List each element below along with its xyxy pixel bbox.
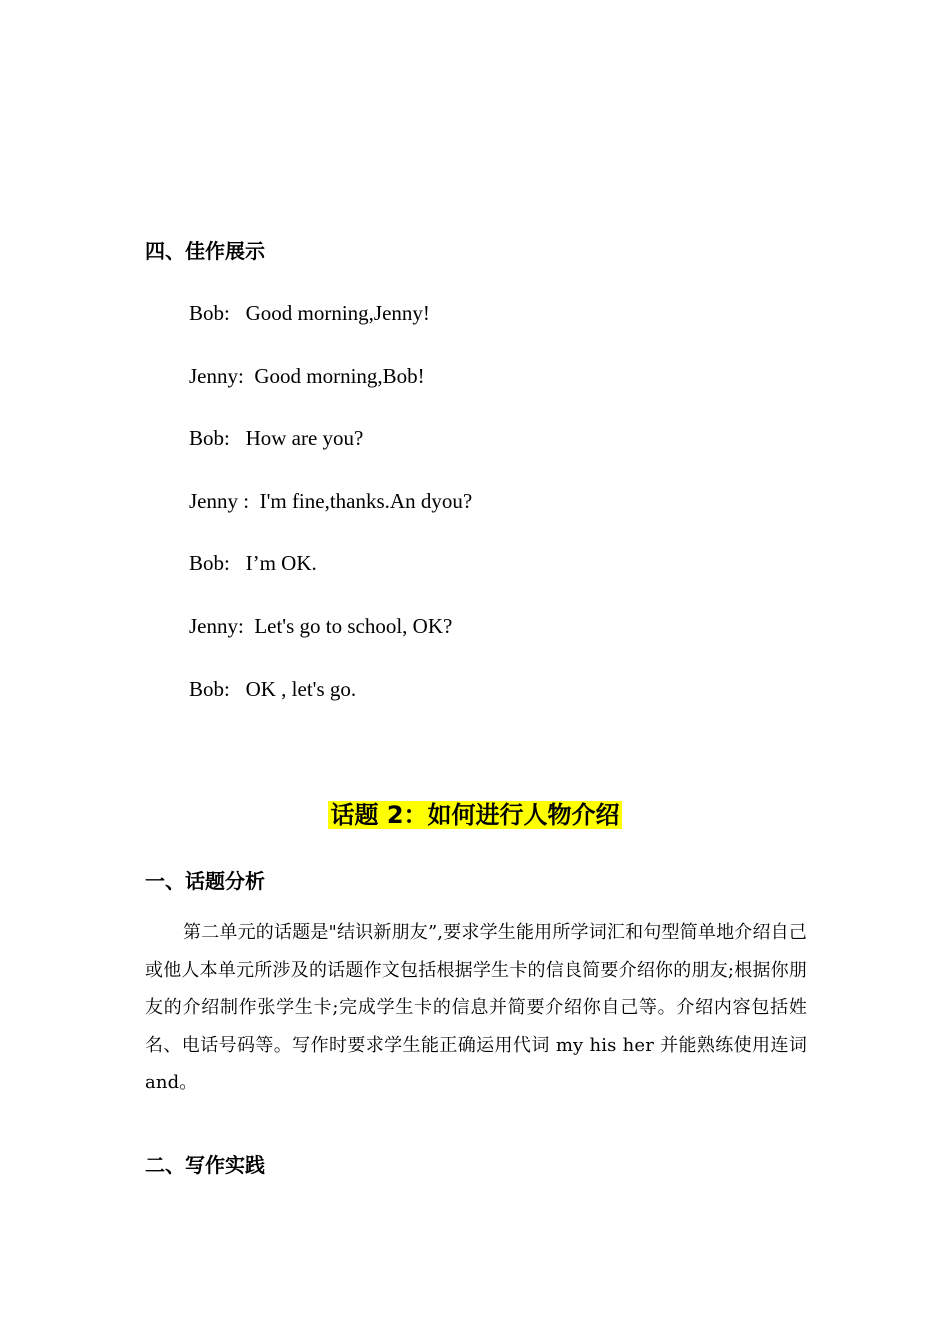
dialogue-line: Bob: Good morning,Jenny! bbox=[189, 301, 430, 325]
topic-title-text: 话题 2：如何进行人物介绍 bbox=[330, 801, 620, 829]
dialogue-line: Jenny: Good morning,Bob! bbox=[189, 363, 425, 388]
section-heading-practice: 二、写作实践 bbox=[145, 1153, 265, 1177]
dialogue-line: Bob: How are you? bbox=[189, 426, 364, 451]
dialogue-line: Jenny: Let's go to school, OK? bbox=[189, 613, 453, 638]
section-heading-showcase: 四、佳作展示 bbox=[145, 239, 265, 263]
section-heading-analysis: 一、话题分析 bbox=[145, 869, 265, 893]
dialogue-line: Bob: I’m OK. bbox=[189, 551, 317, 576]
analysis-paragraph: 第二单元的话题是"结识新朋友”,要求学生能用所学词汇和句型简单地介绍自己或他人本单元所涉及的话题作文包括根据学生卡的信良简要介绍你的朋友;根据你朋友的介绍制作张学生卡;完成学生卡的信息并简要介绍你自己等。介绍内容包括姓名、电话号码等。写作时要求学生能正确运用代词 my his her 并能熟练使用连词 and。 bbox=[145, 922, 807, 1093]
dialogue-line: Jenny : I'm fine,thanks.An dyou? bbox=[189, 488, 473, 513]
dialogue-line: Bob: OK , let's go. bbox=[189, 676, 357, 701]
dialogue-list bbox=[189, 299, 472, 737]
topic-title bbox=[0, 800, 950, 830]
